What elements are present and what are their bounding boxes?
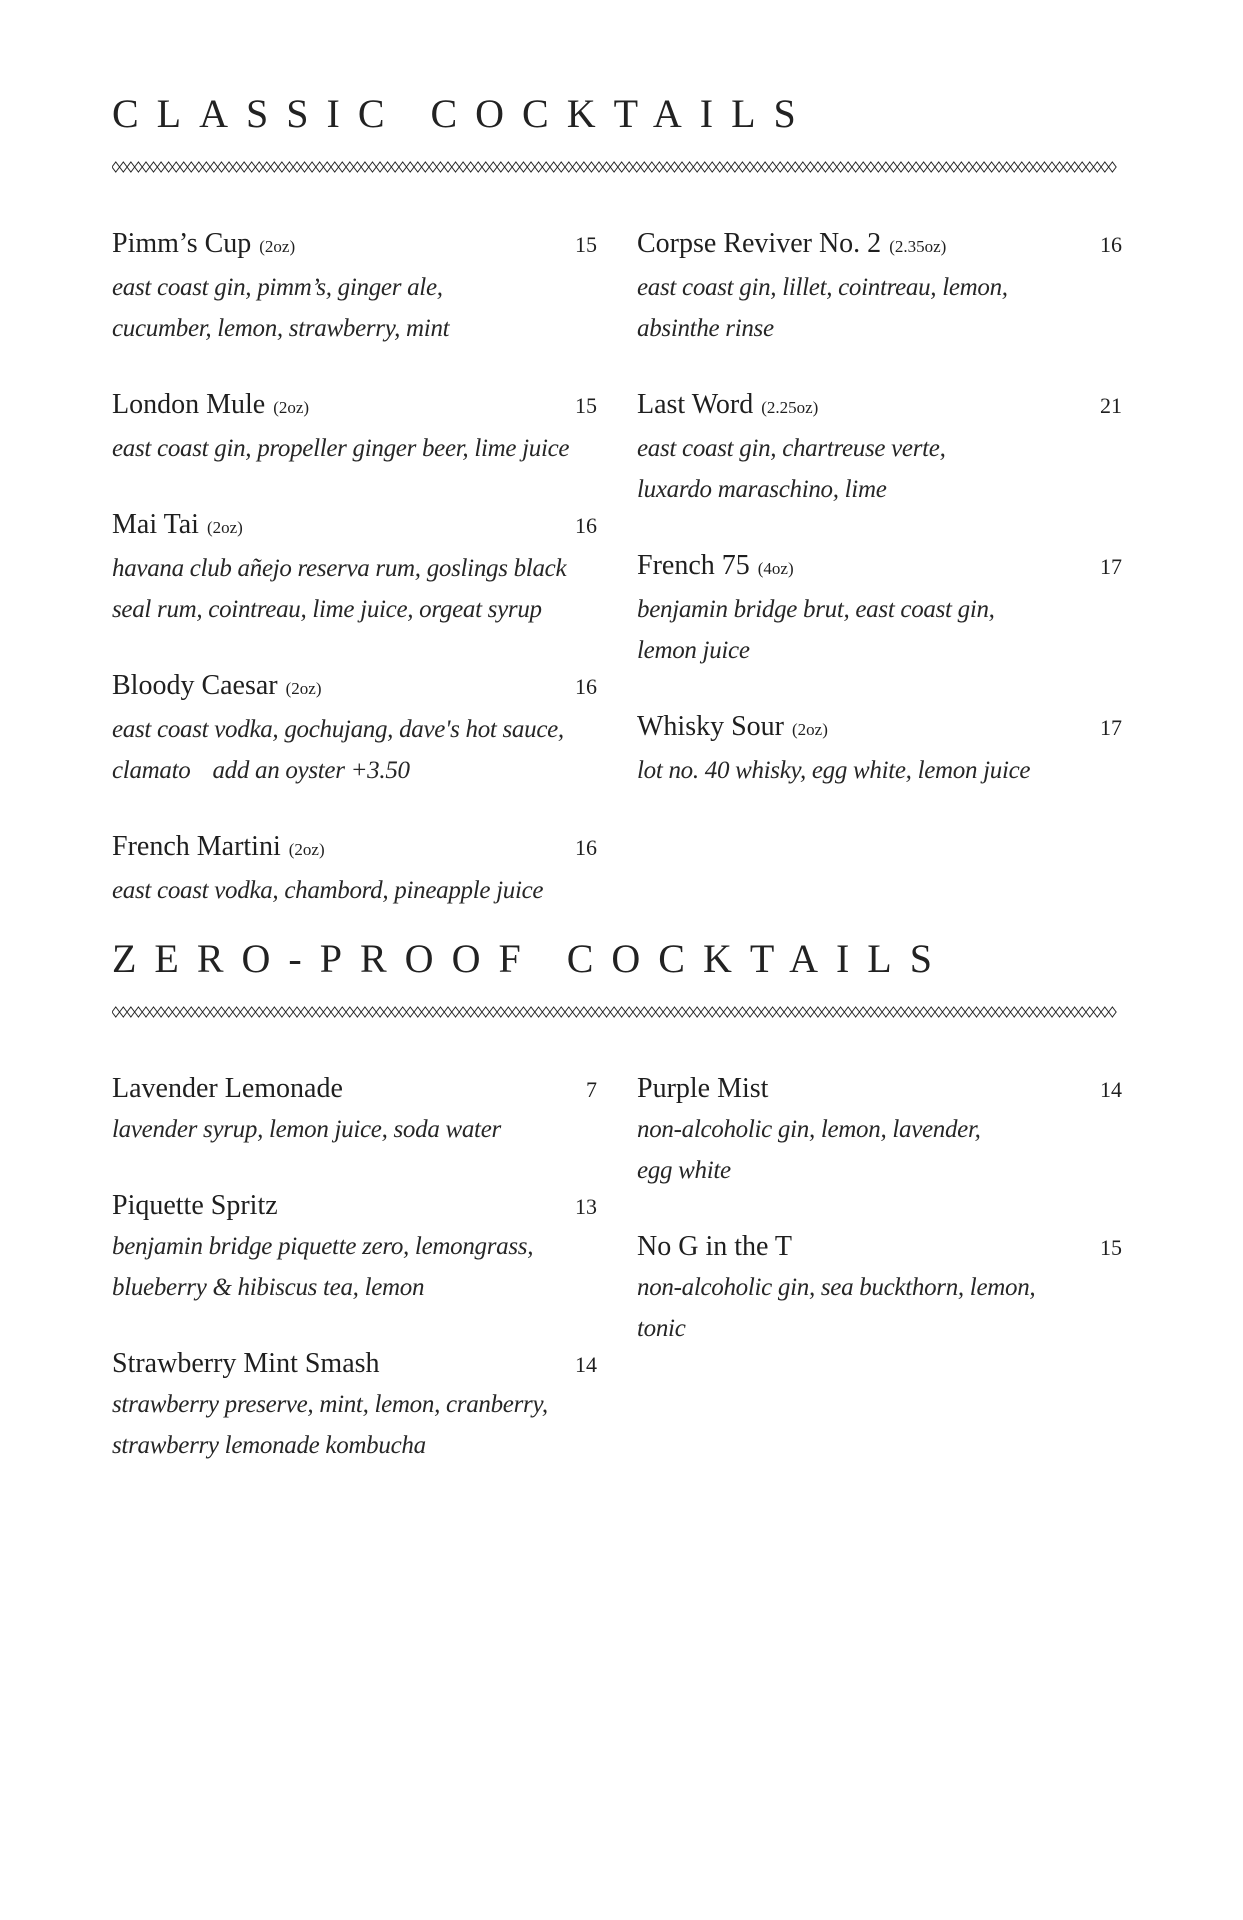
item-header: [112, 1069, 597, 1109]
menu-item: [112, 1186, 597, 1308]
menu-item: [112, 224, 597, 349]
drink-volume: (2oz): [206, 518, 243, 537]
classic-cocktails-section: [112, 90, 1122, 904]
drink-price: 16: [1100, 232, 1122, 257]
ingredients-line: [637, 267, 1122, 308]
menu-item: [112, 505, 597, 630]
ingredients-line: [637, 308, 1122, 349]
drink-volume: (2.35oz): [889, 237, 947, 256]
drink-name: French Martini: [112, 831, 281, 862]
drink-price: 17: [1100, 715, 1122, 740]
drink-volume: (2.25oz): [761, 398, 819, 417]
item-name: [637, 385, 818, 428]
ingredients-text: absinthe rinse: [637, 315, 774, 342]
ingredients-text: east coast gin, lillet, cointreau, lemon,: [637, 274, 1008, 301]
drink-name: Purple Mist: [637, 1073, 769, 1104]
item-name: [112, 224, 295, 267]
ingredients-text: strawberry preserve, mint, lemon, cranberry,: [112, 1391, 548, 1418]
ingredients-line: [112, 548, 597, 589]
drink-price: 15: [575, 232, 597, 257]
ingredients-line: [112, 1109, 597, 1150]
left-column: [112, 224, 597, 911]
drink-name: London Mule: [112, 389, 266, 420]
menu-item: [637, 1069, 1122, 1191]
item-header: [112, 1344, 597, 1384]
ingredients-line: [112, 1226, 597, 1267]
item-header: [112, 505, 597, 548]
item-header: [637, 1069, 1122, 1109]
item-name: [112, 1344, 380, 1384]
drink-volume: (4oz): [757, 559, 794, 578]
item-header: [112, 1186, 597, 1226]
item-header: [112, 827, 597, 870]
item-name: [637, 1069, 768, 1109]
ingredients-text: east coast gin, chartreuse verte,: [637, 435, 946, 462]
item-header: [637, 707, 1122, 750]
ingredients-line: [637, 630, 1122, 671]
item-name: [637, 707, 828, 750]
item-name: [112, 1069, 343, 1109]
ingredients-text: benjamin bridge brut, east coast gin,: [637, 596, 995, 623]
menu-item: [112, 1344, 597, 1466]
drink-price: 17: [1100, 554, 1122, 579]
drink-name: Corpse Reviver No. 2: [637, 228, 882, 259]
item-name: [112, 505, 243, 548]
ingredients-line: [112, 1267, 597, 1308]
ingredients-text: lavender syrup, lemon juice, soda water: [112, 1116, 501, 1143]
item-name: [112, 827, 325, 870]
drink-price: 21: [1100, 393, 1122, 418]
ingredients-line: [112, 1425, 597, 1466]
ingredients-line: [112, 709, 597, 750]
drink-name: No G in the T: [637, 1231, 793, 1262]
menu-item: [637, 1227, 1122, 1349]
ingredients-text: clamato: [112, 757, 191, 784]
drink-name: French 75: [637, 550, 750, 581]
ingredients-line: [112, 1384, 597, 1425]
diamond-chain: [112, 1007, 1116, 1017]
item-header: [637, 385, 1122, 428]
drink-price: 15: [1100, 1235, 1122, 1260]
menu-item: [112, 385, 597, 469]
ingredients-line: [112, 750, 597, 791]
menu-item: [637, 707, 1122, 791]
ingredients-line: [637, 1308, 1122, 1349]
drink-price: 7: [586, 1077, 597, 1102]
ingredients-text: non-alcoholic gin, sea buckthorn, lemon,: [637, 1274, 1036, 1301]
ingredients-text: seal rum, cointreau, lime juice, orgeat syrup: [112, 596, 542, 623]
ingredients-line: [637, 428, 1122, 469]
menu-item: [112, 666, 597, 791]
drink-volume: (2oz): [285, 679, 322, 698]
item-header: [112, 224, 597, 267]
drink-price: 16: [575, 674, 597, 699]
item-name: [637, 1227, 792, 1267]
add-on-note: add an oyster +3.50: [212, 757, 410, 784]
drink-name: Last Word: [637, 389, 754, 420]
item-header: [637, 1227, 1122, 1267]
ingredients-line: [112, 428, 597, 469]
item-name: [112, 666, 322, 709]
menu-item: [637, 385, 1122, 510]
diamond-chain: [112, 162, 1116, 172]
ingredients-text: east coast gin, pimm’s, ginger ale,: [112, 274, 443, 301]
ingredients-text: cucumber, lemon, strawberry, mint: [112, 315, 450, 342]
menu-item: [637, 546, 1122, 671]
section-title: CLASSIC COCKTAILS: [112, 91, 814, 136]
ingredients-line: [637, 1150, 1122, 1191]
ingredients-text: blueberry & hibiscus tea, lemon: [112, 1274, 425, 1301]
drink-volume: (2oz): [792, 720, 828, 739]
item-header: [637, 546, 1122, 589]
drink-name: Whisky Sour: [637, 711, 784, 742]
ingredients-line: [637, 1109, 1122, 1150]
right-column: [637, 224, 1122, 791]
ingredients-text: non-alcoholic gin, lemon, lavender,: [637, 1116, 981, 1143]
drink-volume: (2oz): [288, 840, 325, 859]
menu-item: [112, 827, 597, 911]
ingredients-line: [112, 308, 597, 349]
drink-volume: (2oz): [273, 398, 310, 417]
ingredients-text: lot no. 40 whisky, egg white, lemon juice: [637, 757, 1031, 784]
ingredients-text: tonic: [637, 1315, 686, 1342]
drink-name: Mai Tai: [112, 509, 199, 540]
drink-price: 15: [575, 393, 597, 418]
ingredients-line: [637, 469, 1122, 510]
drink-name: Lavender Lemonade: [112, 1073, 343, 1104]
item-name: [112, 385, 309, 428]
menu-item: [637, 224, 1122, 349]
drink-price: 16: [575, 513, 597, 538]
drink-price: 14: [575, 1352, 597, 1377]
item-header: [112, 666, 597, 709]
item-name: [637, 546, 794, 589]
zero-proof-cocktails-section: [112, 935, 1122, 1459]
item-header: [112, 385, 597, 428]
drink-volume: (2oz): [259, 237, 296, 256]
drink-name: Pimm’s Cup: [112, 228, 252, 259]
ingredients-text: havana club añejo reserva rum, goslings black: [112, 555, 567, 582]
left-column: [112, 1069, 597, 1466]
ingredients-line: [112, 589, 597, 630]
section-title: ZERO-PROOF COCKTAILS: [112, 936, 950, 981]
diamond-divider: [112, 1005, 1118, 1019]
ingredients-text: benjamin bridge piquette zero, lemongrass,: [112, 1233, 534, 1260]
ingredients-line: [637, 750, 1122, 791]
ingredients-text: egg white: [637, 1157, 731, 1184]
ingredients-text: strawberry lemonade kombucha: [112, 1432, 426, 1459]
drink-name: Strawberry Mint Smash: [112, 1348, 380, 1379]
drink-price: 14: [1100, 1077, 1122, 1102]
right-column: [637, 1069, 1122, 1349]
drink-name: Bloody Caesar: [112, 670, 278, 701]
ingredients-line: [637, 1267, 1122, 1308]
drink-price: 16: [575, 835, 597, 860]
ingredients-line: [112, 267, 597, 308]
ingredients-text: luxardo maraschino, lime: [637, 476, 887, 503]
drink-price: 13: [575, 1194, 597, 1219]
ingredients-text: east coast vodka, chambord, pineapple juice: [112, 877, 544, 904]
item-name: [112, 1186, 278, 1226]
item-name: [637, 224, 946, 267]
ingredients-text: lemon juice: [637, 637, 750, 664]
diamond-divider: [112, 160, 1118, 174]
ingredients-text: east coast vodka, gochujang, dave's hot sauce,: [112, 716, 564, 743]
ingredients-text: east coast gin, propeller ginger beer, lime juice: [112, 435, 570, 462]
ingredients-line: [637, 589, 1122, 630]
menu-item: [112, 1069, 597, 1150]
drink-name: Piquette Spritz: [112, 1190, 278, 1221]
item-header: [637, 224, 1122, 267]
ingredients-line: [112, 870, 597, 911]
